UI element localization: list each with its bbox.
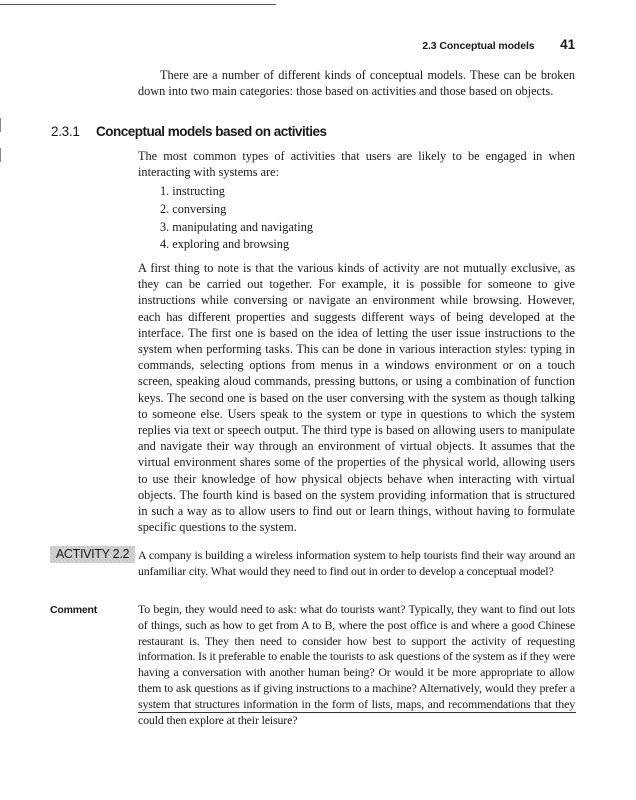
margin-mark bbox=[0, 118, 1, 132]
running-head-title: Conceptual models bbox=[439, 40, 535, 52]
comment-label: Comment bbox=[50, 604, 98, 616]
top-rule bbox=[0, 4, 276, 5]
comment-text: To begin, they would need to ask: what do tourists want? Typically, they want to find out lots of things, such as how to get from A to B, where the post office is and where a good Chinese restaurant is. They then need to consider how best to support the activity of requesting information. Is it preferable to enable the tourists to ask questions of the system as if they were having a conversation with another human being? Or would it be more appropriate to allow them to ask questions as if giving instructions to a machine? Alternatively, would they prefer a system that structures information in the form of lists, maps, and recommendations that they could then explore at their leisure? bbox=[138, 602, 575, 727]
intro-paragraph: There are a number of different kinds of conceptual models. These can be broken down into two main categories: those based on activities and those based on objects. bbox=[138, 68, 575, 99]
page-number: 41 bbox=[560, 37, 575, 52]
section-number: 2.3.1 bbox=[51, 124, 80, 139]
running-head-section: 2.3 bbox=[422, 40, 437, 52]
lead-in-paragraph: The most common types of activities that users are likely to be engaged in when interacting with systems are: bbox=[138, 149, 575, 180]
list-item: 2. conversing bbox=[160, 201, 227, 216]
list-item: 3. manipulating and navigating bbox=[160, 219, 313, 234]
section-title: Conceptual models based on activities bbox=[96, 124, 327, 139]
body-paragraph: A first thing to note is that the various kinds of activity are not mutually exclusive, as they can be carried out together. For example, it is possible for someone to give instructions while conversing or navigate an environment while browsing. However, each has different properties and suggests different ways of being developed at the interface. The first one is based on the idea of letting the user issue instructions to the system when performing tasks. This can be done in various interaction styles: typing in commands, selecting options from menus in a windows environment or on a touch screen, speaking aloud commands, pressing buttons, or using a combination of function keys. The second one is based on the user conversing with the system as though talking to someone else. Users speak to the system or type in questions to which the system replies via text or speech output. The third type is based on allowing users to manipulate and navigate their way through an environment of virtual objects. It assumes that the virtual environment shares some of the properties of the physical world, allowing users to use their knowledge of how physical objects behave when interacting with virtual objects. The fourth kind is based on the system providing information that is structured in such a way as to allow users to find out or learn things, without having to formulate specific questions to the system. bbox=[138, 261, 575, 535]
activity-badge: ACTIVITY 2.2 bbox=[50, 546, 135, 563]
list-item: 4. exploring and browsing bbox=[160, 237, 290, 252]
activity-question: A company is building a wireless information system to help tourists find their way around an unfamiliar city. What would they need to find out in order to develop a conceptual model? bbox=[138, 548, 575, 578]
running-head bbox=[422, 37, 575, 52]
margin-mark bbox=[0, 148, 1, 162]
bottom-rule bbox=[138, 712, 576, 713]
list-item: 1. instructing bbox=[160, 184, 225, 198]
activity-list bbox=[160, 183, 313, 254]
